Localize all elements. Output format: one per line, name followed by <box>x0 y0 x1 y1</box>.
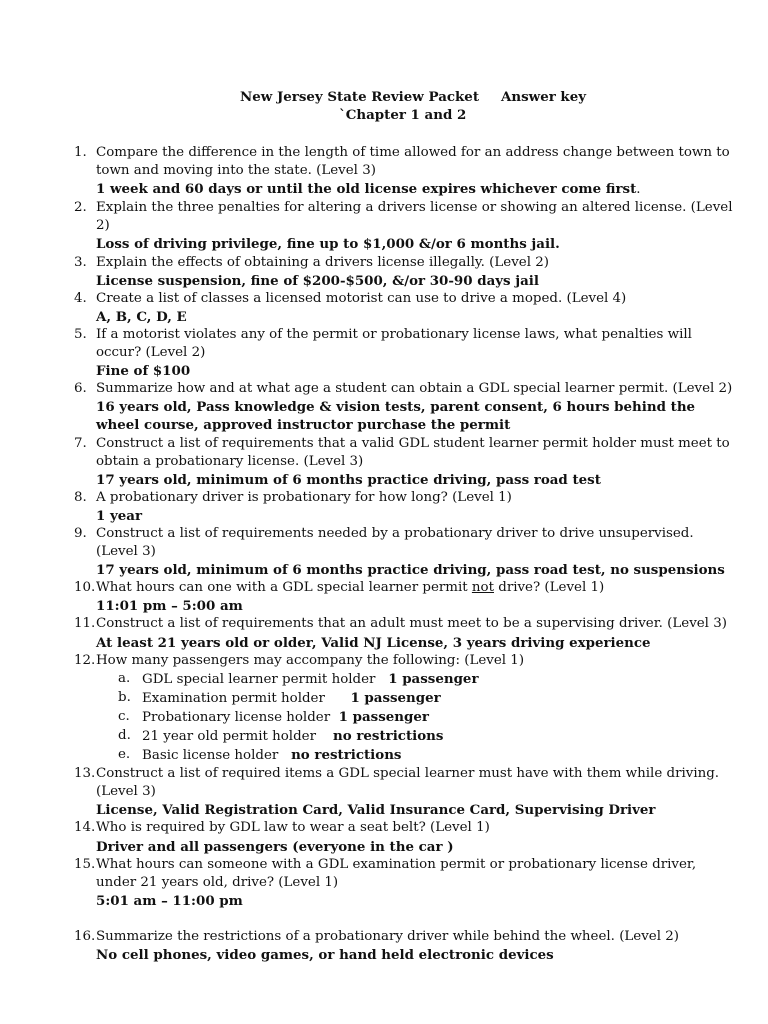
sub-label: Basic license holder <box>142 748 279 764</box>
question-item-15 <box>0 856 768 910</box>
sub-label: GDL special learner permit holder <box>142 671 376 687</box>
answer-text: 1 week and 60 days or until the old license expires whichever come first. <box>96 181 641 198</box>
question-text: Summarize the restrictions of a probationary driver while behind the wheel. (Level 2) <box>96 928 680 944</box>
answer-text: A, B, C, D, E <box>96 308 187 325</box>
answer-text: At least 21 years old or older, Valid NJ License, 3 years driving experience <box>96 634 651 651</box>
sub-item-e <box>0 746 768 765</box>
question-item-2 <box>0 199 768 253</box>
question-text: Summarize how and at what age a student can obtain a GDL special learner permit. (Level 2) <box>96 381 733 397</box>
question-number: 2. <box>74 200 87 216</box>
underlined-word: not <box>471 580 494 596</box>
sub-answer: 1 passenger <box>388 670 479 687</box>
sub-item-a <box>0 670 768 689</box>
answer-text: No cell phones, video games, or hand held electronic devices <box>96 947 554 964</box>
sub-answer: no restrictions <box>291 747 402 764</box>
sub-letter: a. <box>118 670 131 686</box>
question-number: 4. <box>74 290 87 306</box>
question-list <box>0 144 768 964</box>
sub-item-d <box>0 727 768 746</box>
question-text: Who is required by GDL law to wear a seat belt? (Level 1) <box>96 820 490 836</box>
question-item-13 <box>0 765 768 819</box>
question-number: 5. <box>74 326 87 342</box>
spacer <box>0 910 768 928</box>
answer-text: 1 year <box>96 507 143 524</box>
question-number: 3. <box>74 254 87 270</box>
sub-letter: c. <box>118 708 130 724</box>
sub-label: 21 year old permit holder <box>142 729 316 744</box>
answer-text: 5:01 am – 11:00 pm <box>96 892 243 909</box>
question-text: Construct a list of requirements that an adult must meet to be a supervising driver. (Level 3) <box>96 616 727 632</box>
question-number: 14. <box>74 820 96 836</box>
question-number: 15. <box>74 856 96 872</box>
question-number: 10. <box>74 580 96 596</box>
question-text: What hours can one with a GDL special learner permit not drive? (Level 1) <box>96 580 605 596</box>
question-item-12 <box>0 652 768 670</box>
answer-text: Loss of driving privilege, fine up to $1,000 &/or 6 months jail. <box>96 236 560 253</box>
chapter-subtitle: `Chapter 1 and 2 <box>339 107 467 123</box>
sub-letter: b. <box>118 689 131 705</box>
document-title: New Jersey State Review Packet <box>240 89 480 105</box>
question-item-7 <box>0 435 768 489</box>
question-number: 7. <box>74 435 87 451</box>
question-item-11 <box>0 615 768 651</box>
answer-text: 17 years old, minimum of 6 months practice driving, pass road test <box>96 471 601 488</box>
question-item-3 <box>0 254 768 290</box>
question-text: How many passengers may accompany the following: (Level 1) <box>96 652 525 668</box>
question-number: 13. <box>74 766 96 782</box>
answer-text: License, Valid Registration Card, Valid Insurance Card, Supervising Driver <box>96 802 656 819</box>
sub-item-c <box>0 708 768 727</box>
question-item-6 <box>0 380 768 434</box>
question-number: 1. <box>74 145 87 160</box>
answer-text: 11:01 pm – 5:00 am <box>96 598 243 615</box>
question-text: Construct a list of required items a GDL special learner must have with them while driving. (Level 3) <box>96 766 720 800</box>
question-text: Explain the effects of obtaining a drivers license illegally. (Level 2) <box>96 254 549 270</box>
question-item-9 <box>0 525 768 579</box>
question-number: 8. <box>74 489 87 505</box>
question-text: Compare the difference in the length of time allowed for an address change between town to town and moving into the state. (Level 3) <box>96 145 730 179</box>
sub-label: Examination permit holder <box>142 690 325 706</box>
question-item-16 <box>0 928 768 964</box>
question-number: 6. <box>74 381 87 397</box>
question-text: Explain the three penalties for altering a drivers license or showing an altered license. (Level 2) <box>96 200 733 234</box>
question-number: 9. <box>74 525 87 541</box>
sub-label: Probationary license holder <box>142 709 331 725</box>
question-text: Construct a list of requirements that a valid GDL student learner permit holder must meet to obtain a probationary license. (Level 3) <box>96 435 730 469</box>
question-text: What hours can someone with a GDL examination permit or probationary license driver, under 21 years old, drive? (Level 1) <box>96 856 697 890</box>
answer-text: Driver and all passengers (everyone in the car ) <box>96 838 454 855</box>
sub-answer: 1 passenger <box>338 708 429 725</box>
answer-text: Fine of $100 <box>96 363 191 380</box>
question-text: If a motorist violates any of the permit or probationary license laws, what penalties will occur? (Level 2) <box>96 326 692 361</box>
question-number: 11. <box>74 616 96 632</box>
question-item-8 <box>0 489 768 525</box>
question-item-5 <box>0 326 768 380</box>
question-number: 16. <box>74 928 96 944</box>
sub-item-b <box>0 689 768 708</box>
question-item-4 <box>0 290 768 326</box>
question-item-14 <box>0 819 768 855</box>
question-item-1 <box>0 144 768 199</box>
question-text: Create a list of classes a licensed motorist can use to drive a moped. (Level 4) <box>96 290 627 306</box>
question-text: Construct a list of requirements needed by a probationary driver to drive unsupervised. (Level 3) <box>96 525 694 560</box>
sub-answer: 1 passenger <box>350 689 441 706</box>
sub-letter: e. <box>118 747 131 763</box>
sub-letter: d. <box>118 728 131 743</box>
answer-key-label: Answer key <box>501 89 587 105</box>
answer-text: License suspension, fine of $200-$500, &/or 30-90 days jail <box>96 272 539 289</box>
question-text: A probationary driver is probationary for how long? (Level 1) <box>96 489 512 505</box>
answer-text: 17 years old, minimum of 6 months practice driving, pass road test, no suspensions <box>96 562 725 579</box>
answer-text: 16 years old, Pass knowledge & vision tests, parent consent, 6 hours behind the wheel course, approved instructor purchase the permit <box>96 399 696 434</box>
sub-answer: no restrictions <box>333 728 444 744</box>
question-number: 12. <box>74 652 96 668</box>
question-item-10 <box>0 579 768 615</box>
